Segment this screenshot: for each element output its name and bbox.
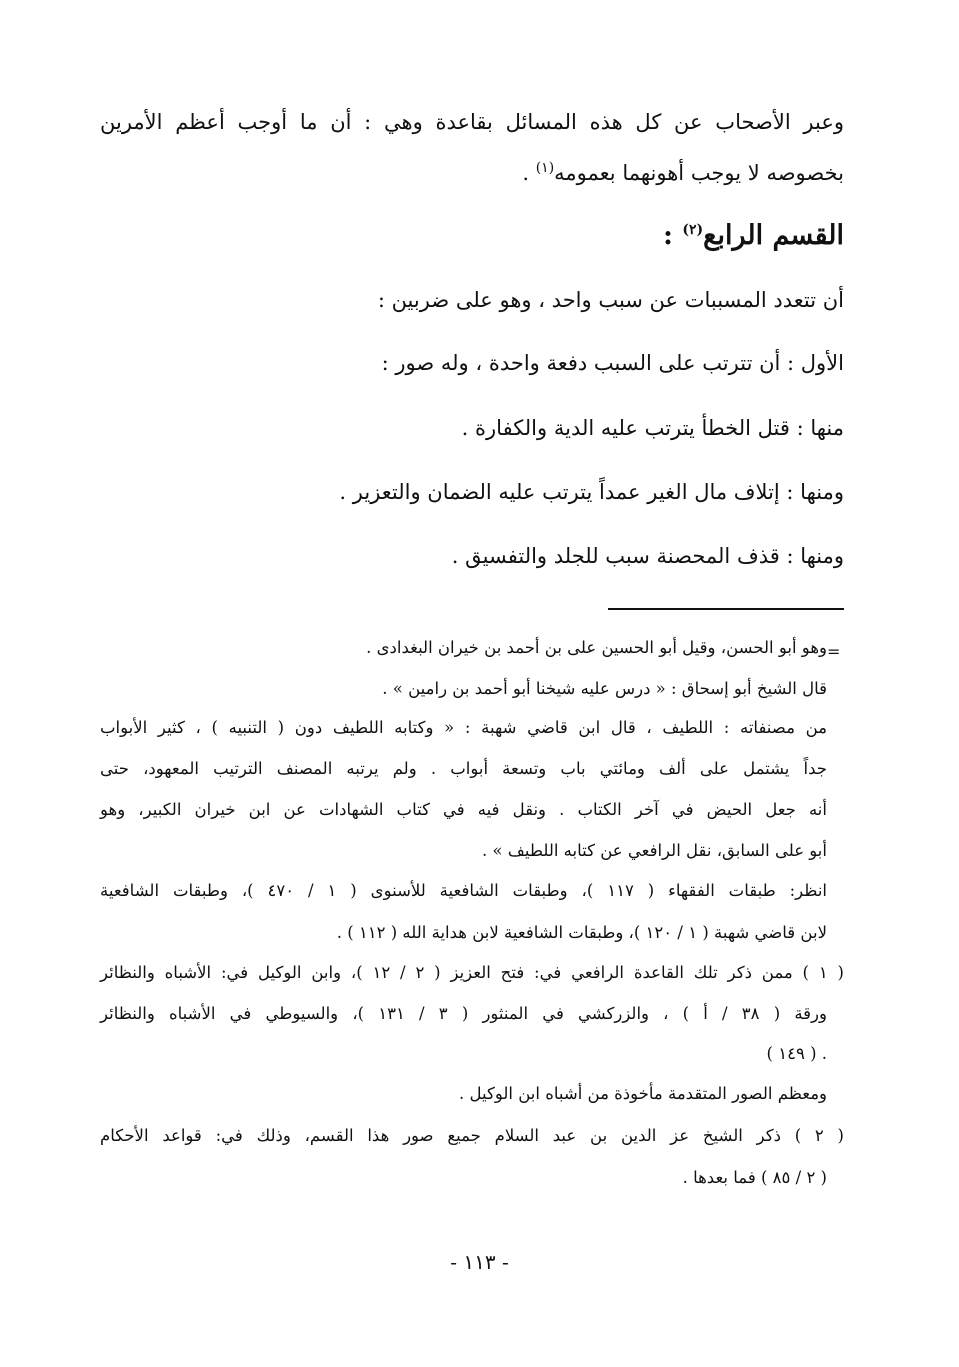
footnote-line: ( ٢ / ٨٥ ) فما بعدها . <box>682 1168 827 1187</box>
main-text-content: أن تتعدد المسببات عن سبب واحد ، وهو على ضربين : <box>377 288 844 312</box>
main-text-content: ومنها : إتلاف مال الغير عمداً يترتب عليه الضمان والتعزير . <box>339 480 844 504</box>
footnote-continuation-mark: = <box>827 642 841 661</box>
footnote-line: أنه جعل الحيض في آخر الكتاب . ونقل فيه في كتاب الشهادات عن ابن خيران الكبير، وهو <box>100 800 827 819</box>
footnote-line: من مصنفاته : اللطيف ، قال ابن قاضي شهبة : « وكتابه اللطيف دون ( التنبيه ) ، كثير الأبواب <box>100 718 827 737</box>
footnote-divider <box>608 608 844 610</box>
main-text-line <box>378 285 844 315</box>
main-text-line <box>100 107 844 137</box>
footnote-line: ( ٢ ) ذكر الشيخ عز الدين بن عبد السلام جميع صور هذا القسم، وذلك في: قواعد الأحكام <box>100 1126 844 1145</box>
section-heading-colon: : <box>662 220 673 251</box>
main-text-punctuation: . <box>522 161 530 185</box>
footnote-line: جداً يشتمل على ألف ومائتي باب وتسعة أبواب . ولم يرتبه المصنف الترتيب المعهود، حتى <box>100 759 827 778</box>
section-heading <box>663 218 844 254</box>
footnote-line: لابن قاضي شهبة ( ١ / ١٢٠ )، وطبقات الشافعية لابن هداية الله ( ١١٢ ) . <box>336 923 827 942</box>
main-text-content: وعبر الأصحاب عن كل هذه المسائل بقاعدة وهي : أن ما أوجب أعظم الأمرين <box>100 110 844 134</box>
main-text-content: منها : قتل الخطأ يترتب عليه الدية والكفارة . <box>461 416 844 440</box>
page-number: - ١١٣ - <box>450 1250 509 1274</box>
footnote-reference: (١) <box>535 160 555 176</box>
footnote-reference: (٢) <box>682 222 704 238</box>
main-text-content: الأول : أن تترتب على السبب دفعة واحدة ، وله صور : <box>381 351 844 375</box>
footnote-line: وهو أبو الحسن، وقيل أبو الحسين على بن أحمد بن خيران البغدادى . <box>366 638 827 657</box>
footnote-line: ومعظم الصور المتقدمة مأخوذة من أشباه ابن الوكيل . <box>459 1084 827 1103</box>
main-text-line <box>462 413 844 443</box>
main-text-line <box>522 158 844 188</box>
main-text-line <box>452 541 844 571</box>
footnote-line: قال الشيخ أبو إسحاق : « درس عليه شيخنا أبو أحمد بن رامين » . <box>382 679 827 698</box>
footnote-line: أبو على السابق، نقل الرافعي عن كتابه اللطيف » . <box>481 841 827 860</box>
footnote-line: ( ١ ) ممن ذكر تلك القاعدة الرافعي في: فتح العزيز ( ٢ / ١٢ )، وابن الوكيل في: الأشباه والنظائر <box>100 963 844 982</box>
footnote-line: انظر: طبقات الفقهاء ( ١١٧ )، وطبقات الشافعية للأسنوى ( ١ / ٤٧٠ )، وطبقات الشافعية <box>100 881 827 900</box>
main-text-content: بخصوصه لا يوجب أهونهما بعمومه <box>554 161 844 185</box>
main-text-line <box>382 348 844 378</box>
main-text-line <box>339 477 844 507</box>
main-text-content: ومنها : قذف المحصنة سبب للجلد والتفسيق . <box>451 544 844 568</box>
section-heading-text: القسم الرابع <box>703 220 844 251</box>
footnote-line: ( ١٤٩ ) . <box>766 1044 827 1063</box>
footnote-line: ورقة ( ٣٨ / أ ) ، والزركشي في المنثور ( ٣ / ١٣١ )، والسيوطي في الأشباه والنظائر <box>100 1004 827 1023</box>
